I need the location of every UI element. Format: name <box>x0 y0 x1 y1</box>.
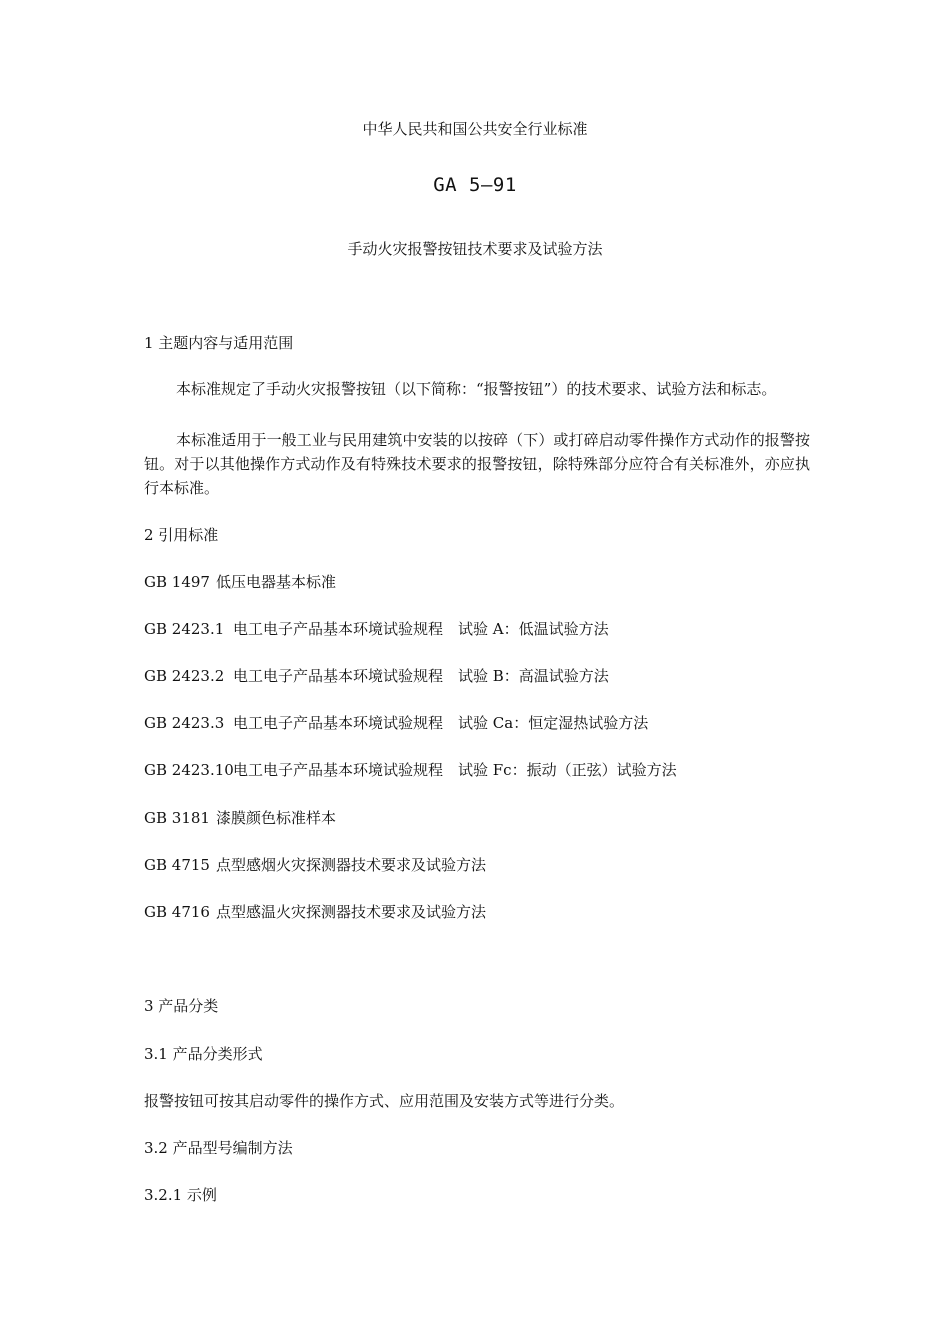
section-3-2-heading: 3.2 产品型号编制方法 <box>144 1139 293 1157</box>
reference-item <box>144 572 336 592</box>
section-3-2-1-heading: 3.2.1 示例 <box>144 1186 217 1204</box>
issuer-line: 中华人民共和国公共安全行业标准 <box>362 120 588 138</box>
document-title: 手动火灾报警按钮技术要求及试验方法 <box>347 240 603 258</box>
reference-title: 电工电子产品基本环境试验规程 试验 B：高温试验方法 <box>233 667 609 685</box>
reference-code: GB 4715 <box>144 856 210 874</box>
reference-title: 电工电子产品基本环境试验规程 试验 A：低温试验方法 <box>233 620 609 638</box>
reference-title: 电工电子产品基本环境试验规程 试验 Ca：恒定湿热试验方法 <box>233 714 649 732</box>
reference-title: 点型感温火灾探测器技术要求及试验方法 <box>216 903 487 921</box>
reference-code: GB 2423.1 <box>144 620 225 638</box>
reference-code: GB 2423.2 <box>144 667 225 685</box>
reference-code: GB 4716 <box>144 903 210 921</box>
reference-title: 低压电器基本标准 <box>216 573 337 591</box>
reference-code: GB 2423.10 <box>144 761 234 779</box>
reference-code: GB 3181 <box>144 809 210 827</box>
reference-title: 点型感烟火灾探测器技术要求及试验方法 <box>216 856 487 874</box>
reference-code: GB 1497 <box>144 573 210 591</box>
section-3-heading: 3 产品分类 <box>144 997 219 1015</box>
section-3-1-text: 报警按钮可按其启动零件的操作方式、应用范围及安装方式等进行分类。 <box>144 1092 625 1110</box>
section-3-1-heading: 3.1 产品分类形式 <box>144 1045 263 1063</box>
section-1-heading: 1 主题内容与适用范围 <box>144 334 294 352</box>
section-1-paragraph-1: 本标准规定了手动火灾报警按钮（以下简称：“报警按钮”）的技术要求、试验方法和标志。 <box>176 380 777 398</box>
reference-title: 漆膜颜色标准样本 <box>216 809 337 827</box>
section-1-paragraph-2: 本标准适用于一般工业与民用建筑中安装的以按碎（下）或打碎启动零件操作方式动作的报警按钮。对于以其他操作方式动作及有特殊技术要求的报警按钮，除特殊部分应符合有关标准外，亦应执行本标准。 <box>144 431 810 497</box>
reference-item <box>144 666 609 686</box>
standard-code: GA 5—91 <box>433 174 517 196</box>
reference-item <box>144 619 609 639</box>
reference-item <box>144 902 486 922</box>
reference-item <box>144 808 336 828</box>
reference-title: 电工电子产品基本环境试验规程 试验 Fc：振动（正弦）试验方法 <box>233 761 677 779</box>
reference-code: GB 2423.3 <box>144 714 225 732</box>
reference-item <box>144 760 677 780</box>
reference-item <box>144 713 648 733</box>
section-2-heading: 2 引用标准 <box>144 526 219 544</box>
reference-item <box>144 855 486 875</box>
